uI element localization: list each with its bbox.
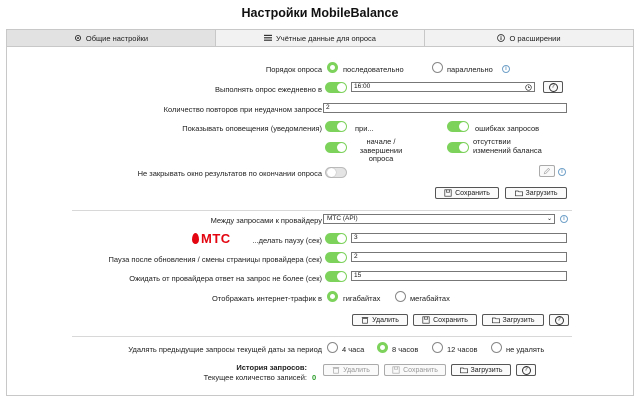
load-label: Загрузить — [502, 316, 535, 324]
load-button[interactable] — [505, 187, 567, 199]
trash-icon — [361, 316, 369, 324]
radio-gigabytes[interactable] — [327, 291, 338, 302]
help-icon: ? — [522, 366, 531, 375]
history-save-button[interactable] — [384, 364, 446, 376]
tab-label: О расширении — [509, 33, 561, 43]
provider-logo-text: МТС — [201, 231, 231, 246]
save-label: Сохранить — [455, 189, 490, 197]
tab-bar — [6, 29, 634, 47]
help-button[interactable] — [549, 314, 569, 326]
folder-icon — [515, 189, 523, 197]
wait-value: 15 — [354, 272, 362, 279]
radio-parallel-label: параллельно — [447, 65, 493, 74]
list-icon — [264, 34, 272, 42]
gear-icon — [74, 34, 82, 42]
history-delete-label: Удалять предыдущие запросы текущей даты за период — [128, 345, 322, 354]
save-label: Сохранить — [433, 316, 468, 324]
edit-button[interactable] — [539, 165, 555, 177]
trash-icon — [332, 366, 340, 374]
tab-about[interactable] — [425, 30, 633, 46]
settings-panel — [6, 47, 634, 396]
radio-sequential[interactable] — [327, 62, 338, 73]
refresh-pause-label: Пауза после обновления / смены страницы провайдера (сек) — [108, 255, 322, 264]
help-icon: ? — [555, 316, 564, 325]
load-button[interactable] — [482, 314, 544, 326]
daily-poll-toggle[interactable] — [325, 82, 347, 93]
radio-megabytes[interactable] — [395, 291, 406, 302]
floppy-icon — [422, 316, 430, 324]
load-label: Загрузить — [470, 366, 503, 374]
history-help-button[interactable] — [516, 364, 536, 376]
tab-credentials[interactable] — [216, 30, 425, 46]
clock-icon — [525, 84, 532, 91]
tab-general-settings[interactable] — [7, 30, 216, 46]
notify-errors-label: ошибках запросов — [475, 124, 540, 133]
info-icon — [497, 34, 505, 42]
refresh-pause-toggle[interactable] — [325, 252, 347, 263]
divider — [72, 210, 572, 211]
notify-start-end-label: начале / завершении опроса — [359, 137, 403, 163]
keep-open-label: Не закрывать окно результатов по окончании опроса — [137, 169, 322, 178]
notify-errors-toggle[interactable] — [447, 121, 469, 132]
radio-8-hours-label: 8 часов — [392, 345, 419, 354]
radio-4-hours[interactable] — [327, 342, 338, 353]
pause-input[interactable] — [351, 233, 567, 243]
radio-gigabytes-label: гигабайтах — [343, 294, 381, 303]
poll-order-label: Порядок опроса — [265, 65, 322, 74]
radio-12-hours[interactable] — [432, 342, 443, 353]
pause-value: 3 — [354, 234, 358, 241]
pause-label: ...делать паузу (сек) — [252, 236, 322, 245]
notify-item1-label: при... — [355, 124, 374, 133]
notify-label: Показывать оповещения (уведомления) — [182, 124, 322, 133]
mts-egg-icon — [192, 233, 199, 244]
delete-label: Удалить — [343, 366, 370, 374]
refresh-pause-input[interactable] — [351, 252, 567, 262]
wait-label: Ожидать от провайдера ответ на запрос не более (сек) — [129, 274, 322, 283]
tab-label: Учётные данные для опроса — [276, 33, 376, 43]
load-label: Загрузить — [525, 189, 558, 197]
radio-sequential-label: последовательно — [343, 65, 404, 74]
delete-button[interactable] — [352, 314, 408, 326]
keep-open-toggle[interactable] — [325, 167, 347, 178]
history-load-button[interactable] — [451, 364, 511, 376]
folder-icon — [492, 316, 500, 324]
radio-4-hours-label: 4 часа — [342, 345, 365, 354]
radio-12-hours-label: 12 часов — [447, 345, 478, 354]
save-button[interactable] — [435, 187, 499, 199]
refresh-pause-value: 2 — [354, 253, 358, 260]
time-value: 16:00 — [354, 83, 371, 90]
info-icon[interactable]: i — [502, 65, 510, 73]
info-icon[interactable]: i — [558, 168, 566, 176]
save-button[interactable] — [413, 314, 477, 326]
page-title: Настройки MobileBalance — [241, 6, 399, 20]
history-count: 0 — [312, 373, 317, 382]
floppy-icon — [392, 366, 400, 374]
provider-selected: МТС (API) — [327, 215, 358, 222]
notify-no-change-toggle[interactable] — [447, 142, 469, 153]
tab-label: Общие настройки — [85, 33, 149, 43]
wait-input[interactable] — [351, 271, 567, 281]
wait-toggle[interactable] — [325, 271, 347, 282]
retries-label: Количество повторов при неудачном запросе — [163, 105, 322, 114]
retries-value: 2 — [326, 104, 330, 111]
folder-icon — [460, 366, 468, 374]
chevron-down-icon: ⌄ — [546, 216, 552, 222]
provider-label: Между запросами к провайдеру — [210, 216, 322, 225]
save-label: Сохранить — [403, 366, 438, 374]
delete-label: Удалить — [372, 316, 399, 324]
radio-megabytes-label: мегабайтах — [410, 294, 450, 303]
divider — [72, 336, 572, 337]
daily-poll-label: Выполнять опрос ежедневно в — [214, 85, 322, 94]
radio-no-delete[interactable] — [491, 342, 502, 353]
daily-time-input[interactable] — [351, 82, 535, 92]
radio-no-delete-label: не удалять — [506, 345, 545, 354]
help-icon: ? — [549, 83, 558, 92]
history-title: История запросов: — [236, 363, 307, 372]
help-button[interactable] — [543, 81, 563, 93]
retries-input[interactable] — [323, 103, 567, 113]
notify-start-end-toggle[interactable] — [325, 142, 347, 153]
floppy-icon — [444, 189, 452, 197]
provider-select[interactable] — [323, 214, 555, 224]
notify-toggle[interactable] — [325, 121, 347, 132]
radio-8-hours[interactable] — [377, 342, 388, 353]
pause-toggle[interactable] — [325, 233, 347, 244]
history-count-label: Текущее количество записей: — [203, 373, 307, 382]
provider-logo — [192, 231, 231, 246]
notify-no-change-label: отсутствии изменений баланса — [473, 137, 542, 155]
radio-parallel[interactable] — [432, 62, 443, 73]
info-icon[interactable]: i — [560, 215, 568, 223]
traffic-label: Отображать интернет-трафик в — [212, 294, 322, 303]
history-delete-button[interactable] — [323, 364, 379, 376]
pencil-icon — [543, 167, 551, 175]
